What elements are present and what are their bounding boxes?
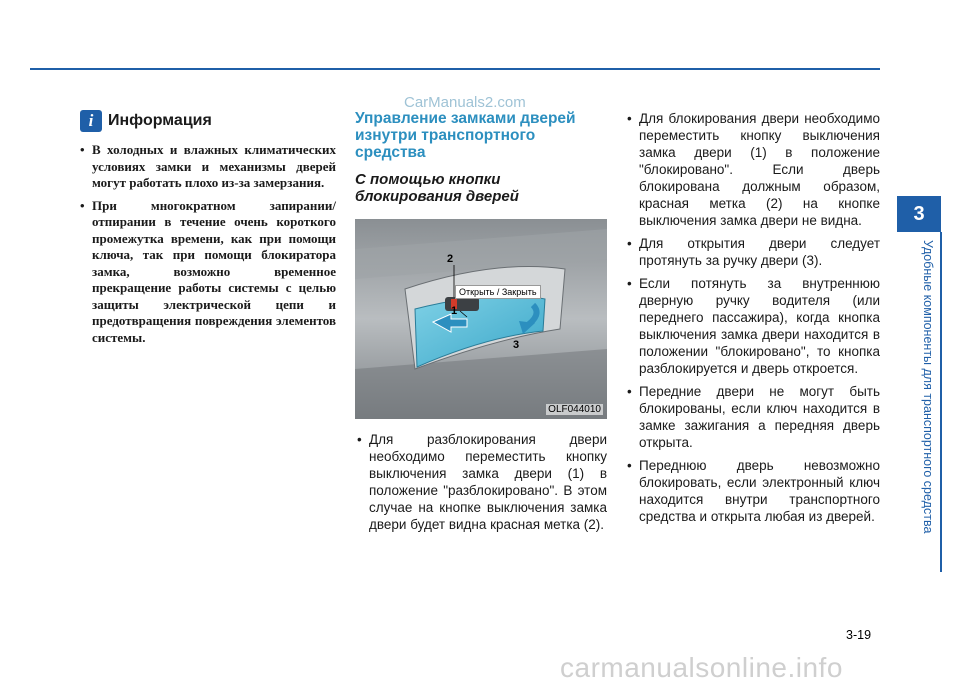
figure-label: Открыть / Закрыть: [455, 285, 541, 299]
info-header: [80, 110, 336, 132]
door-handle-illustration: [355, 219, 607, 419]
list-item: • Для открытия двери следует протянуть за ручку двери (3).: [625, 235, 880, 269]
list-item: • Для разблокирования двери необходимо переместить кнопку выключения замка двери (1) в положение "разблокировано". В этом случае на кнопке выключения замка двери будет видна красная метка (2).: [355, 431, 607, 533]
chapter-tab: [897, 196, 941, 576]
header-rule: [30, 68, 880, 70]
list-item: • Переднюю дверь невозможно блокировать, если электронный ключ находится внутри транспортного средства и открыта любая из дверей.: [625, 457, 880, 525]
page-number: 3-19: [846, 628, 872, 642]
callout-2: 2: [447, 253, 454, 265]
list-item: • Передние двери не могут быть блокированы, если ключ находится в замке зажигания а передняя дверь открыта.: [625, 383, 880, 451]
info-list: [80, 142, 336, 346]
section-subtitle: С помощью кнопки блокирования дверей: [355, 171, 519, 205]
col3-list: [625, 110, 880, 525]
figure-code: OLF044010: [548, 404, 601, 415]
callout-1: 1: [451, 305, 458, 317]
info-title: Информация: [108, 112, 212, 129]
info-column: [80, 110, 336, 352]
watermark-top: CarManuals2.com: [404, 94, 526, 111]
main-column: [355, 110, 607, 539]
col2-list: [355, 431, 607, 533]
section-title: Управление замками дверей изнутри транспортного средства: [355, 110, 576, 161]
list-item: • Для блокирования двери необходимо переместить кнопку выключения замка двери (1) в положение "блокировано". Если дверь блокирована должным образом, красная метка (2) на кнопке выключения замка двери не видна.: [625, 110, 880, 229]
info-item: • При многократном запирании/отпирании в течение очень короткого промежутка времени, как при помощи ключа, так при помощи блокиратора замка, возможно временное прекращение работы системы с целью защиты электрической цепи и предотвращения повреждения элементов системы.: [80, 198, 336, 347]
callout-3: 3: [513, 339, 520, 351]
right-column: [625, 110, 880, 531]
info-icon: i: [80, 110, 102, 132]
info-item: • В холодных и влажных климатических условиях замки и механизмы дверей могут работать плохо из-за замерзания.: [80, 142, 336, 192]
chapter-number: 3: [897, 196, 941, 232]
watermark-bottom: carmanualsonline.info: [560, 652, 843, 683]
door-lock-figure: [355, 219, 607, 419]
chapter-title: Удобные компоненты для транспортного средства: [921, 240, 935, 534]
chapter-rule: [940, 232, 942, 572]
list-item: • Если потянуть за внутреннюю дверную ручку водителя (или переднего пассажира), когда кнопка выключения замка двери находится в положении "блокировано", то кнопка разблокируется и дверь откроется.: [625, 275, 880, 377]
